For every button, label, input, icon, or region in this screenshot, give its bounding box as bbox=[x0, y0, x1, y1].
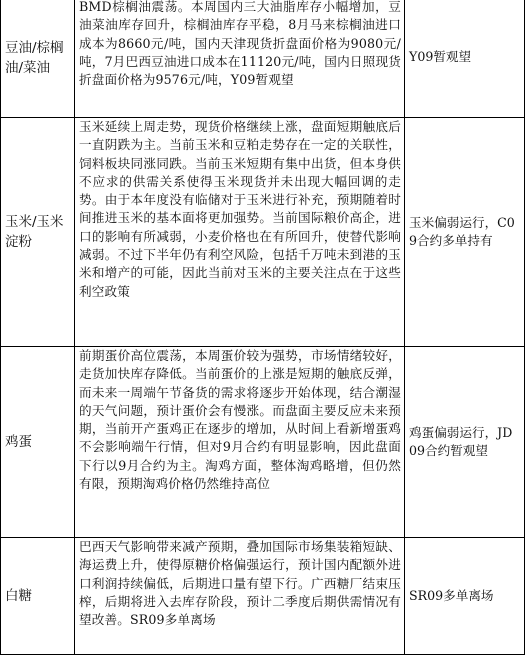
commodity-name-cell: 白糖 bbox=[1, 538, 75, 655]
strategy-cell: 玉米偏弱运行，C09合约多单持有 bbox=[405, 118, 525, 347]
analysis-text-cell: 前期蛋价高位震荡，本周蛋价较为强势，市场情绪较好，走货加快库存降低。当前蛋价的上涨是短期的触底反弹，而未来一周端午节备货的需求将逐步开始体现，结合潮湿的天气问题，预计蛋价会有慢涨。而盘面主要反应未来预期，当前开产蛋鸡正在逐步的增加，从时间上看新增蛋鸡不会影响端午行情，但对9月合约有明显影响，因此盘面下行以9月合约为主。淘鸡方面，整体淘鸡略增，但仍然有限，预期淘鸡价格仍然维持高位 bbox=[75, 347, 405, 538]
table-row-corn bbox=[1, 118, 525, 347]
commodity-name-cell: 玉米/玉米淀粉 bbox=[1, 118, 75, 347]
analysis-text-cell: BMD棕榈油震荡。本周国内三大油脂库存小幅增加，豆油菜油库存回升，棕榈油库存平稳，8月马来棕榈油进口成本为8660元/吨，国内天津现货折盘面价格为9080元/吨，7月巴西豆油进口成本在11120元/吨，国内日照现货折盘面价格为9576元/吨，Y09暂观望 bbox=[75, 0, 405, 118]
analysis-text-cell: 玉米延续上周走势，现货价格继续上涨，盘面短期触底后一直阴跌为主。当前玉米和豆粕走势存在一定的关联性，饲料板块同涨同跌。当前玉米短期有集中出货，但本身供不应求的供需关系使得玉米现货并未出现大幅回调的走势。由于本年度没有临储对于玉米进行补充，预期随着时间推进玉米的基本面将更加强势。当前国际粮价高企，进口的影响有所减弱，小麦价格也在有所回升，使替代影响减弱。不过下半年仍有利空风险，包括千万吨未到港的玉米和增产的可能，因此当前对玉米的主要关注点在于这些利空政策 bbox=[75, 118, 405, 347]
table-row-sugar bbox=[1, 538, 525, 655]
strategy-cell: 鸡蛋偏弱运行，JD09合约暂观望 bbox=[405, 347, 525, 538]
strategy-cell: SR09多单离场 bbox=[405, 538, 525, 655]
commodity-name-cell: 鸡蛋 bbox=[1, 347, 75, 538]
table-row-egg bbox=[1, 347, 525, 538]
commodity-name-cell: 豆油/棕榈油/菜油 bbox=[1, 0, 75, 118]
analysis-text-cell: 巴西天气影响带来减产预期，叠加国际市场集装箱短缺、海运费上升，使得原糖价格偏强运行，预计国内配额外进口利润持续偏低，后期进口量有望下行。广西糖厂结束压榨，后期将进入去库存阶段，预计二季度后期供需情况有望改善。SR09多单离场 bbox=[75, 538, 405, 655]
strategy-cell: Y09暂观望 bbox=[405, 0, 525, 118]
table-row-oils bbox=[1, 0, 525, 118]
